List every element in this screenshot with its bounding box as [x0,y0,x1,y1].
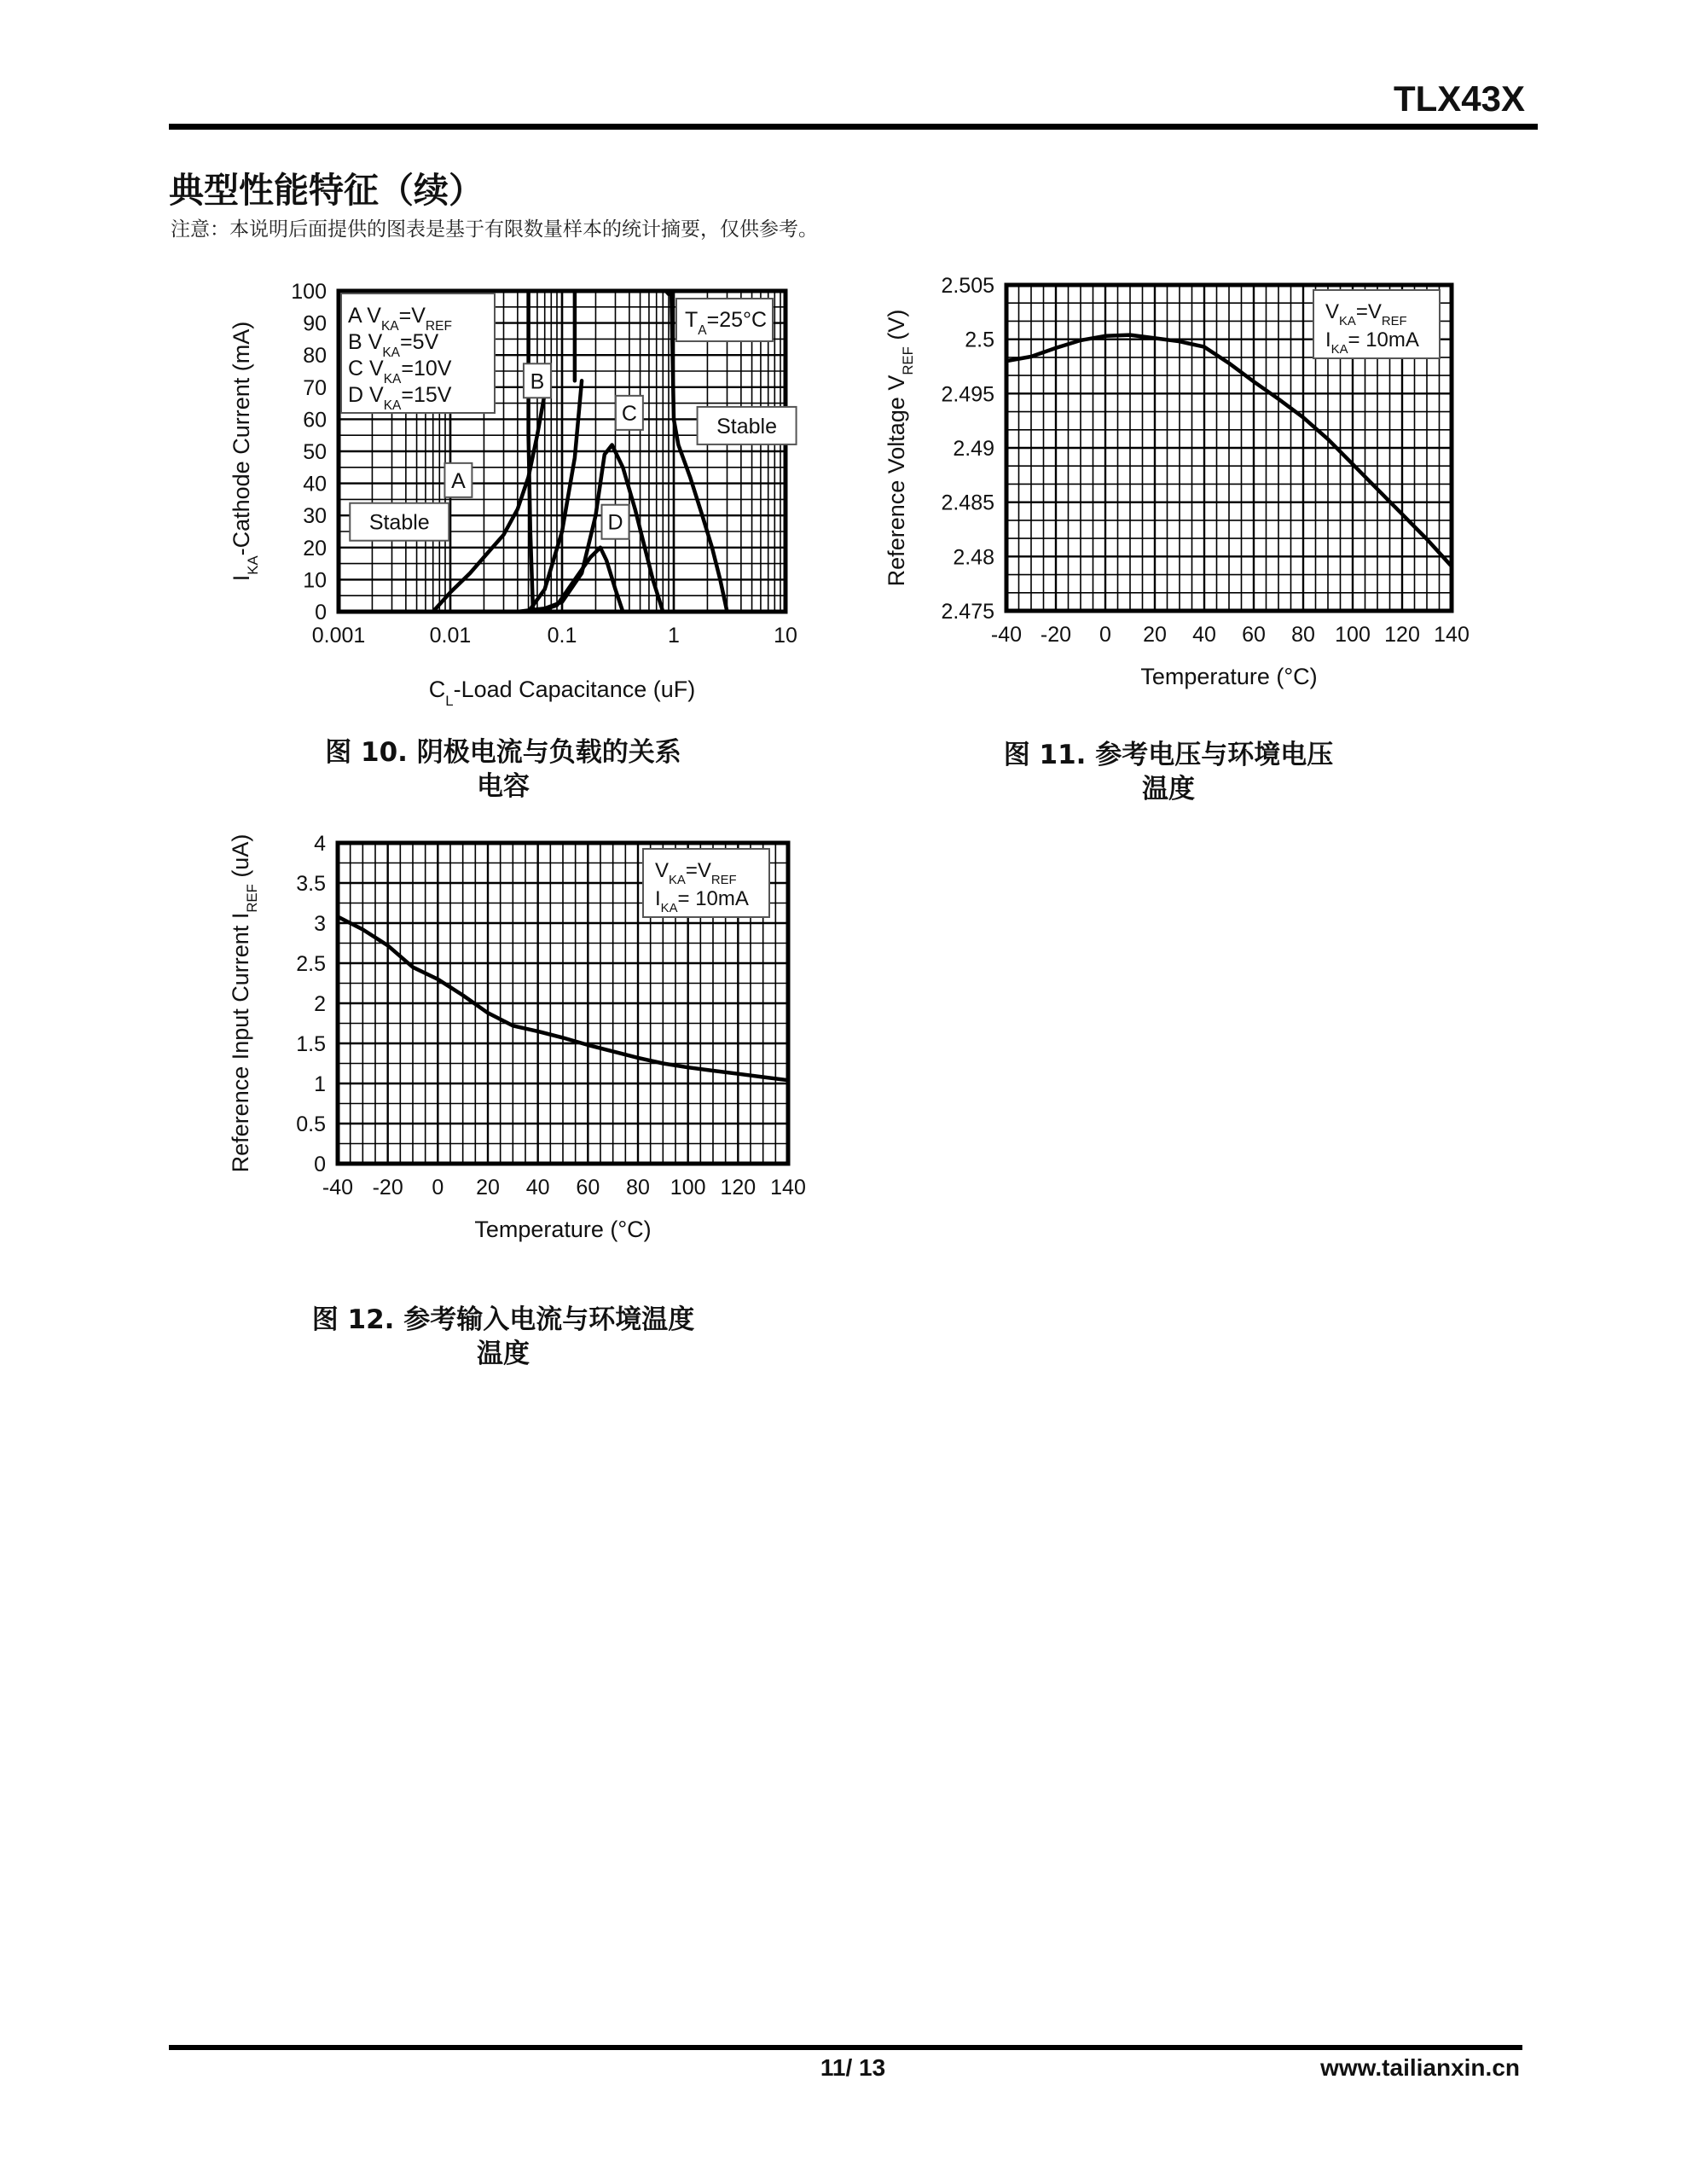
x-tick-label: 100 [670,1176,706,1199]
y-tick-label: 0 [314,1153,326,1176]
fig10-curve-label-A: A [451,468,466,493]
y-tick-label: 0.5 [296,1112,326,1136]
fig10-legend-entry: A $V_{KA}=V_{REF}$ [348,304,452,334]
x-tick-label: 120 [720,1176,757,1199]
x-tick-label: 40 [1192,623,1216,647]
section-note: 注意：本说明后面提供的图表是基于有限数量样本的统计摘要，仅供参考。 [171,218,818,241]
figure-10-caption-line1: 图 10. 阴极电流与负载的关系 [325,737,681,768]
y-tick-label: 30 [303,504,327,529]
figure-11-caption-line2: 温度 [1142,774,1195,804]
y-tick-label: 2.485 [941,491,994,515]
y-tick-label: 3.5 [296,872,326,896]
fig10-region-label: Stable [716,414,778,439]
y-tick-label: 2.475 [941,600,994,624]
x-tick-label: 40 [525,1176,550,1199]
x-tick-label: 140 [1434,623,1470,647]
fig11-y-axis-label: Reference Voltage $V_{REF}$ (V) [884,309,916,587]
fig10-x-axis-label: $C_L$-Load Capacitance (uF) [428,677,696,709]
x-tick-label: 120 [1384,623,1420,647]
y-tick-label: 20 [303,536,327,561]
y-tick-label: 2.48 [953,545,994,570]
x-tick-label: -20 [372,1176,403,1199]
fig10-legend-entry: B $V_{KA}=5V$ [348,330,439,360]
fig10-legend-entry: C $V_{KA}=10V$ [348,357,452,386]
y-tick-label: 4 [314,832,326,856]
fig10-curve-label-B: B [530,369,545,394]
fig10-temp-note: $T_A=25^\circ C$ [685,308,768,338]
document-id: TLX43X [1393,78,1525,119]
y-tick-label: 2.495 [941,382,994,407]
x-tick-label: 0.001 [311,624,366,648]
x-tick-label: 80 [1291,623,1315,647]
page-number: 11/ 13 [820,2054,886,2081]
y-tick-label: 80 [303,344,327,369]
x-tick-label: -40 [322,1176,354,1199]
y-tick-label: 2.5 [296,952,326,976]
footer-website: www.tailianxin.cn [1320,2054,1520,2081]
fig11-x-axis-label: Temperature (°C) [1140,664,1318,689]
x-tick-label: 20 [476,1176,500,1199]
y-tick-label: 2 [314,992,326,1016]
y-tick-label: 10 [303,568,327,593]
y-tick-label: 1 [314,1072,326,1096]
y-tick-label: 60 [303,408,327,433]
fig11-legend-line2: $I_{KA}= 10mA$ [1325,328,1419,357]
fig10-curve-label-C: C [621,401,637,426]
x-tick-label: 0 [1099,623,1111,647]
fig12-y-axis-label: Reference Input Current $I_{REF}$ (uA) [228,834,260,1173]
figure-12-caption [264,1303,742,1371]
fig11-legend-line1: $V_{KA}=V_{REF}$ [1325,300,1407,328]
y-tick-label: 50 [303,440,327,464]
fig10-legend-entry: D $V_{KA}=15V$ [348,383,452,413]
x-tick-label: 140 [770,1176,806,1199]
footer-rule [169,2045,1522,2050]
y-tick-label: 40 [303,472,327,497]
fig10-y-axis-label: $I_{KA}$-Cathode Current (mA) [229,321,261,582]
y-tick-label: 2.5 [965,328,994,352]
figure-12-caption-line1: 图 12. 参考输入电流与环境温度 [311,1304,695,1335]
figure-12-caption-line2: 温度 [477,1339,530,1369]
fig10-region-label: Stable [368,510,430,535]
x-tick-label: 20 [1143,623,1167,647]
figure-10-caption-line2: 电容 [477,771,530,802]
fig12-legend-line2: $I_{KA}= 10mA$ [655,887,749,915]
y-tick-label: 2.49 [953,437,994,461]
x-tick-label: 0 [432,1176,444,1199]
fig12-legend-line1: $V_{KA}=V_{REF}$ [655,859,737,887]
x-tick-label: 10 [774,624,797,648]
y-tick-label: 70 [303,375,327,400]
x-tick-label: 80 [626,1176,650,1199]
fig12-annotations [643,849,769,917]
x-tick-label: 0.01 [429,624,472,648]
y-tick-label: 2.505 [941,274,994,298]
y-tick-label: 90 [303,311,327,336]
fig12-x-axis-label: Temperature (°C) [474,1217,652,1242]
x-tick-label: -40 [990,623,1023,647]
y-tick-label: 100 [291,280,327,304]
figure-11-caption-line1: 图 11. 参考电压与环境电压 [1003,740,1334,770]
x-tick-label: 60 [1242,623,1266,647]
x-tick-label: -20 [1040,623,1072,647]
fig10-curve-label-D: D [607,510,623,535]
x-tick-label: 60 [576,1176,600,1199]
y-tick-label: 3 [314,912,326,936]
figure-10-caption [264,735,742,804]
x-tick-label: 1 [668,624,680,648]
y-tick-label: 0 [315,601,327,624]
y-tick-label: 1.5 [296,1032,326,1056]
x-tick-label: 100 [1335,623,1371,647]
x-tick-label: 0.1 [547,624,577,648]
section-title: 典型性能特征（续） [169,170,484,211]
figure-11-caption [930,738,1407,806]
